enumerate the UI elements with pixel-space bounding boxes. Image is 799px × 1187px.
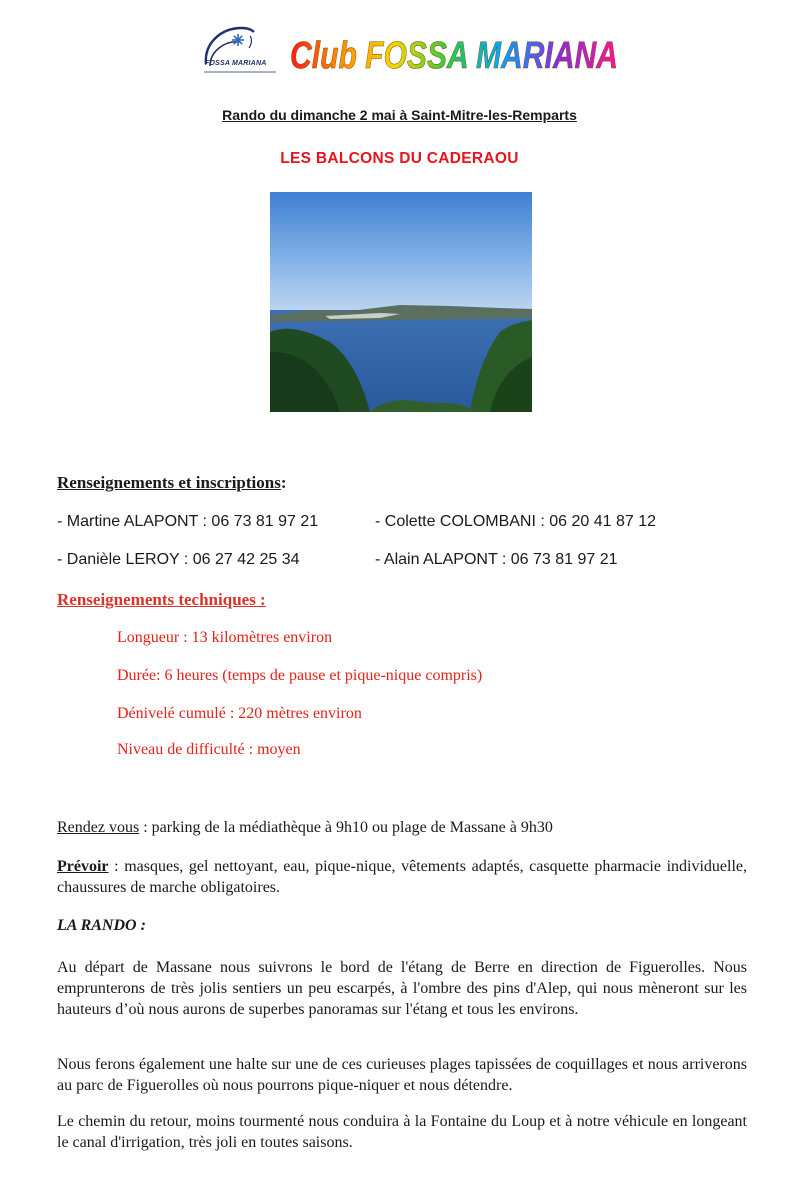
prevoir-label: Prévoir — [57, 858, 109, 875]
rando-paragraph-2: Nous ferons également une halte sur une de ces curieuses plages tapissées de coquillages et nous arriverons au parc de Figuerolles où nous pourrons pique-niquer et nous détendre. — [57, 1056, 747, 1094]
contacts-heading-suffix: : — [280, 473, 287, 492]
rando-paragraph-3: Le chemin du retour, moins tourmenté nous conduira à la Fontaine du Loup et à notre véhicule en longeant le canal d'irrigation, très joli en toutes saisons. — [57, 1113, 747, 1151]
rando-paragraph-1: Au départ de Massane nous suivrons le bord de l'étang de Berre en direction de Figuerolles. Nous emprunterons de très jolis sentiers un peu escarpés, à l'ombre des pins d'Alep, qui nous mèneront sur les hauteurs d’où nous aurons de superbes panoramas sur l'étang et tous les environs. — [57, 959, 747, 1018]
club-title — [290, 28, 620, 80]
rendezvous-line — [57, 817, 747, 838]
logo-caption: FOSSA MARIANA — [205, 60, 267, 67]
tech-length: Longueur : 13 kilomètres environ — [117, 629, 333, 646]
contacts-heading — [57, 473, 287, 493]
contact-alain: - Alain ALAPONT : 06 73 81 97 21 — [375, 551, 618, 568]
tech-difficulty: Niveau de difficulté : moyen — [117, 741, 301, 758]
rendezvous-text: : parking de la médiathèque à 9h10 ou plage de Massane à 9h30 — [139, 819, 553, 836]
contacts-heading-text: Renseignements et inscriptions — [57, 473, 281, 492]
lake-photo — [270, 192, 532, 412]
contact-daniele: - Danièle LEROY : 06 27 42 25 34 — [57, 551, 300, 568]
rando-title: LES BALCONS DU CADERAOU — [280, 150, 519, 167]
tech-elevation: Dénivelé cumulé : 220 mètres environ — [117, 705, 362, 722]
tech-duration: Durée: 6 heures (temps de pause et pique-nique compris) — [117, 667, 483, 684]
club-logo-icon — [202, 22, 280, 78]
rando-heading: LA RANDO : — [57, 917, 146, 934]
technical-heading: Renseignements techniques : — [57, 590, 266, 609]
contact-colette: - Colette COLOMBANI : 06 20 41 87 12 — [375, 513, 657, 530]
prevoir-text: : masques, gel nettoyant, eau, pique-nique, vêtements adaptés, casquette pharmacie individuelle, chaussures de marche obligatoires. — [57, 858, 747, 896]
club-title-text: Club FOSSA MARIANA — [290, 35, 618, 77]
prevoir-paragraph — [57, 856, 747, 898]
rendezvous-label: Rendez vous — [57, 819, 140, 836]
contact-martine: - Martine ALAPONT : 06 73 81 97 21 — [57, 513, 319, 530]
rando-date-heading: Rando du dimanche 2 mai à Saint-Mitre-les-Remparts — [222, 107, 577, 123]
